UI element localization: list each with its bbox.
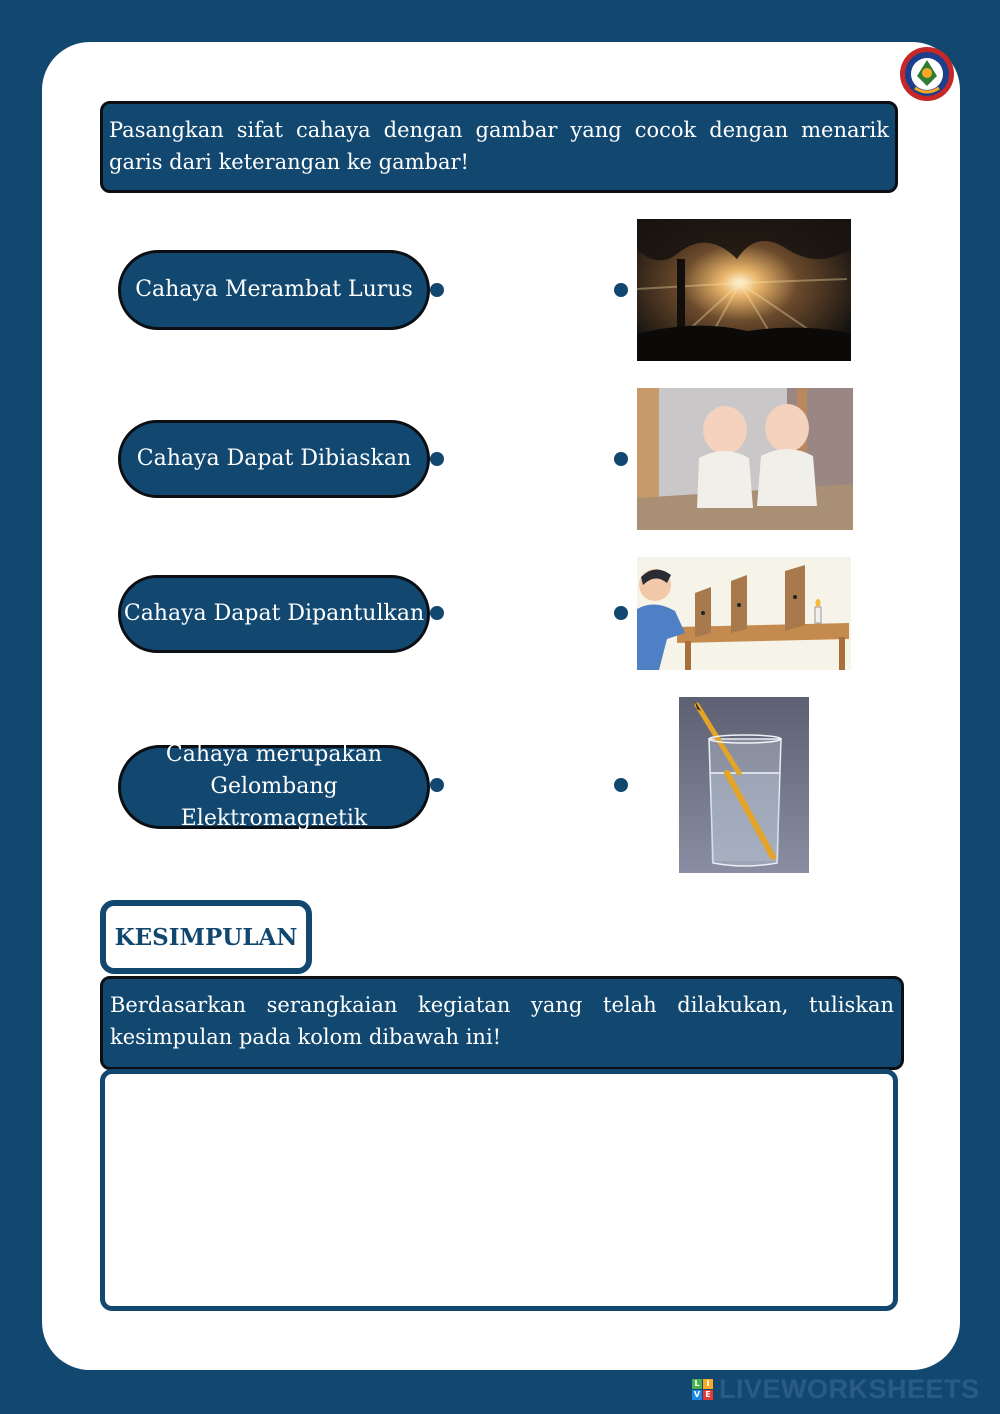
baby-mirror-image [637,388,853,530]
liveworksheets-watermark [692,1373,980,1404]
statement-label: Cahaya Dapat Dibiaskan [136,446,412,471]
logo-letter: I [703,1379,713,1389]
left-connector-dot[interactable] [430,606,444,620]
right-connector-dot[interactable] [614,283,628,297]
logo-letter: V [693,1389,701,1399]
statement-label-line2: Gelombang Elektromagnetik [180,774,368,831]
statement-refraction [118,420,430,498]
liveworksheets-logo-icon [692,1379,713,1400]
right-connector-dot[interactable] [614,606,628,620]
statement-straight-propagation [118,250,430,330]
statement-label: Cahaya Dapat Dipantulkan [123,601,425,626]
school-emblem-logo [899,46,955,102]
pencil-in-water-glass-image [679,697,809,873]
right-connector-dot[interactable] [614,452,628,466]
left-connector-dot[interactable] [430,452,444,466]
sunlight-through-trees-image [637,219,851,361]
conclusion-prompt: Berdasarkan serangkaian kegiatan yang telah dilakukan, tuliskan kesimpulan pada kolom dibawah ini! [100,976,904,1070]
liveworksheets-text: LIVEWORKSHEETS [719,1373,980,1404]
right-connector-dot[interactable] [614,778,628,792]
logo-letter: E [703,1390,713,1400]
conclusion-heading: KESIMPULAN [100,900,312,974]
statement-label-line1: Cahaya merupakan [165,742,383,767]
cardboard-holes-candle-image [637,557,851,670]
left-connector-dot[interactable] [430,778,444,792]
conclusion-answer-field[interactable] [100,1069,898,1311]
statement-reflection [118,575,430,653]
matching-instruction: Pasangkan sifat cahaya dengan gambar yang cocok dengan menarik garis dari keterangan ke gambar! [100,101,898,193]
statement-label: Cahaya Merambat Lurus [135,277,413,302]
statement-electromagnetic-wave [118,742,430,831]
logo-letter: L [692,1379,702,1389]
left-connector-dot[interactable] [430,283,444,297]
